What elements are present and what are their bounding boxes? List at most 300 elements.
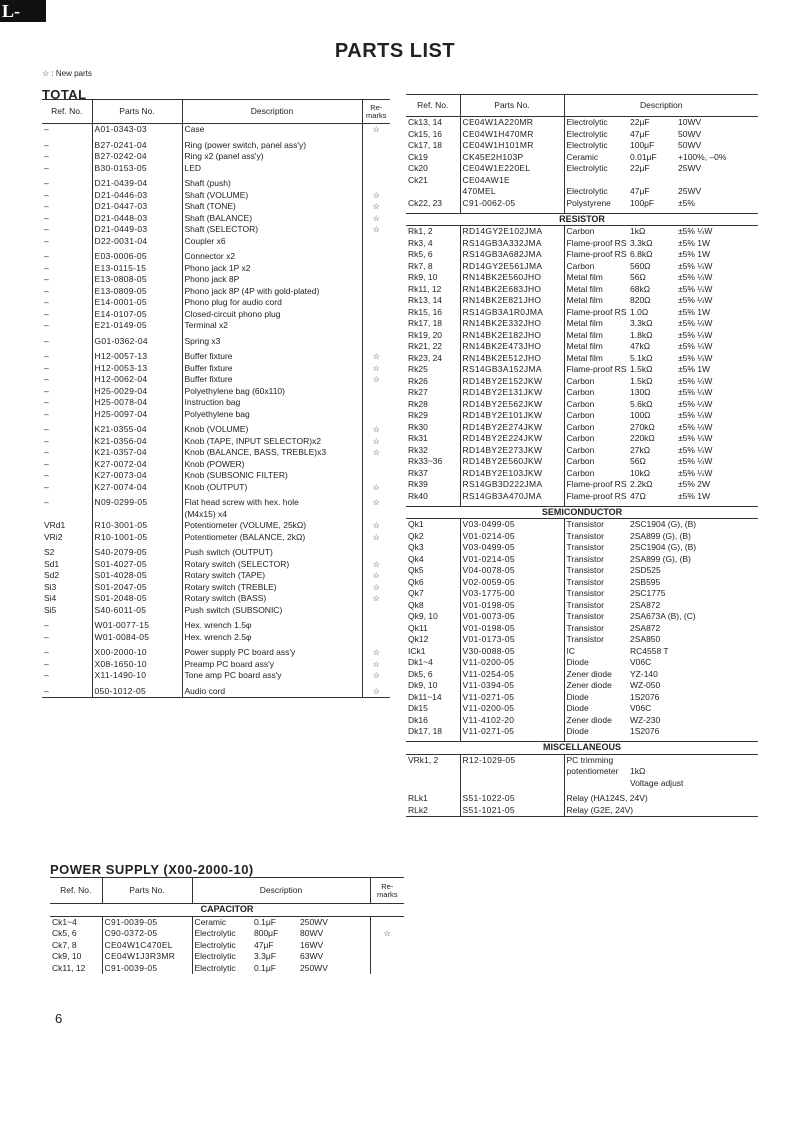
type-cell: Transistor xyxy=(564,554,628,566)
parts-no-cell: RN14BK2E512JHO xyxy=(460,353,564,365)
type-cell: Relay (G2E, 24V) xyxy=(564,805,628,817)
ref-no-cell: Sd2 xyxy=(44,570,60,580)
parts-no-cell: K21-0357-04 xyxy=(92,447,182,459)
table-row xyxy=(42,251,390,263)
table-row xyxy=(406,491,758,503)
parts-no-cell: D21-0448-03 xyxy=(92,213,182,225)
ref-no-cell: Rk37 xyxy=(408,467,428,478)
ref-no-cell: Qk11 xyxy=(408,622,428,633)
table-row xyxy=(406,445,758,457)
ref-no-cell: – xyxy=(44,262,49,273)
table-row xyxy=(406,433,758,445)
rating-cell: ±5% ¼W xyxy=(678,467,713,478)
type-cell: Zener diode xyxy=(564,715,628,727)
ps-col-ref-no: Ref. No. xyxy=(50,878,102,904)
value-cell: V06C xyxy=(630,657,652,667)
parts-no-cell: K21-0355-04 xyxy=(92,424,182,436)
right-table-body xyxy=(406,117,758,818)
description-cell: Power supply PC board ass'y xyxy=(182,647,362,659)
type-cell: Transistor xyxy=(564,600,628,612)
section-title-total: TOTAL xyxy=(42,87,87,102)
type-cell xyxy=(564,175,628,187)
ref-no-cell: – xyxy=(44,274,49,284)
table-bottom-rule xyxy=(42,698,390,699)
value-cell: 560Ω xyxy=(630,260,651,271)
rating-cell: ±5% ¼W xyxy=(678,272,713,282)
table-row xyxy=(42,351,390,363)
table-row xyxy=(42,274,390,286)
table-row xyxy=(42,570,390,582)
type-cell: Flame-proof RS xyxy=(564,364,628,376)
description-cell: Knob (BALANCE, BASS, TREBLE)x3 xyxy=(182,447,362,459)
remarks-cell: ☆ xyxy=(362,593,390,605)
section-heading-row xyxy=(406,213,758,226)
type-cell: Transistor xyxy=(564,623,628,635)
parts-no-cell: E14-0107-05 xyxy=(92,309,182,321)
ref-no-cell: – xyxy=(44,470,49,480)
remarks-cell: ☆ xyxy=(362,570,390,582)
table-row xyxy=(406,117,758,129)
ps-capacitor-heading: CAPACITOR xyxy=(50,904,404,917)
parts-no-cell: V01-0173-05 xyxy=(460,634,564,646)
ref-no-cell: – xyxy=(44,374,49,384)
type-cell: Transistor xyxy=(564,565,628,577)
parts-no-cell: S01-4027-05 xyxy=(92,559,182,571)
ref-no-cell: VRi2 xyxy=(44,531,63,542)
table-row xyxy=(406,715,758,727)
remarks-cell xyxy=(362,620,390,632)
table-bottom-line xyxy=(406,817,758,818)
type-cell: Metal film xyxy=(564,295,628,307)
value-cell: WZ-050 xyxy=(630,680,661,690)
type-cell: Zener diode xyxy=(564,680,628,692)
rating-cell: ±5% ¼W xyxy=(678,433,713,443)
parts-no-cell: X00-2000-10 xyxy=(92,647,182,659)
rating-cell: ±5% ¼W xyxy=(678,226,713,236)
table-row xyxy=(42,409,390,421)
table-row xyxy=(42,520,390,532)
ref-no-cell: – xyxy=(44,408,49,419)
remarks-cell xyxy=(362,151,390,163)
value-cell: 2SA899 (G), (B) xyxy=(630,530,691,541)
table-row xyxy=(50,951,404,963)
value-cell: 1.5kΩ xyxy=(630,364,653,374)
parts-no-cell: V03-0499-05 xyxy=(460,519,564,531)
table-row xyxy=(406,634,758,646)
table-row xyxy=(42,620,390,632)
type-cell: Flame-proof RS xyxy=(564,238,628,250)
ref-no-cell: Ck19 xyxy=(408,151,428,162)
parts-no-cell: W01-0084-05 xyxy=(92,632,182,644)
type-cell: Carbon xyxy=(564,399,628,411)
description-cell: Push switch (OUTPUT) xyxy=(182,547,362,559)
ref-no-cell: Rk31 xyxy=(408,433,428,443)
ref-no-cell xyxy=(406,778,460,790)
ref-no-cell: Qk7 xyxy=(408,588,424,598)
parts-no-cell: D21-0447-03 xyxy=(92,201,182,213)
parts-no-cell: RS14GB3A1R0JMA xyxy=(460,307,564,319)
ref-no-cell: – xyxy=(44,685,49,696)
description-cell: Closed-circuit phono plug xyxy=(182,309,362,321)
table-row xyxy=(42,140,390,152)
type-cell: Carbon xyxy=(564,445,628,457)
rating-cell: 80WV xyxy=(300,928,324,938)
parts-no-cell: RN14BK2E683JHO xyxy=(460,284,564,296)
value-cell: V06C xyxy=(630,703,652,713)
ref-no-cell: Rk32 xyxy=(408,444,428,455)
parts-no-cell: D21-0439-04 xyxy=(92,178,182,190)
parts-no-cell: V11-0254-05 xyxy=(460,669,564,681)
value-cell: Voltage adjust xyxy=(630,777,684,788)
parts-no-cell: CE04AW1E xyxy=(460,175,564,187)
table-row xyxy=(42,201,390,213)
rating-cell: ±5% ¼W xyxy=(678,387,713,397)
value-cell: 1kΩ xyxy=(630,766,646,776)
parts-no-cell: B27-0241-04 xyxy=(92,140,182,152)
table-row xyxy=(42,213,390,225)
description-cell: Polyethylene bag xyxy=(182,409,362,421)
description-cell: Spring x3 xyxy=(182,336,362,348)
parts-no-cell: S40-6011-05 xyxy=(92,605,182,617)
value-cell: 3.3μF xyxy=(254,951,276,961)
parts-no-cell: V11-4102-20 xyxy=(460,715,564,727)
remarks-cell xyxy=(370,940,404,952)
parts-no-cell: C91-0039-05 xyxy=(102,963,192,975)
parts-no-cell: R10-3001-05 xyxy=(92,520,182,532)
table-row xyxy=(42,670,390,682)
parts-no-cell: V01-0198-05 xyxy=(460,623,564,635)
remarks-cell: ☆ xyxy=(362,532,390,544)
parts-no-cell: V11-0200-05 xyxy=(460,657,564,669)
parts-no-cell: D22-0031-04 xyxy=(92,236,182,248)
table-row xyxy=(42,436,390,448)
ref-no-cell: Dk15 xyxy=(408,703,428,713)
table-row xyxy=(406,175,758,187)
description-cell: Connector x2 xyxy=(182,251,362,263)
value-cell: 1S2076 xyxy=(630,691,660,702)
description-cell: Ring x2 (panel ass'y) xyxy=(182,151,362,163)
ref-no-cell: – xyxy=(44,481,49,492)
remarks-cell: ☆ xyxy=(362,659,390,671)
table-row xyxy=(42,559,390,571)
remarks-cell xyxy=(370,963,404,975)
ref-no-cell: Rk33~36 xyxy=(408,456,443,466)
ref-no-cell: – xyxy=(44,235,49,246)
description-cell: Knob (OUTPUT) xyxy=(182,482,362,494)
parts-no-cell: D21-0449-03 xyxy=(92,224,182,236)
ref-no-cell: Si3 xyxy=(44,581,57,592)
parts-no-cell: RD14BY2E152JKW xyxy=(460,376,564,388)
parts-no-cell: S01-2048-05 xyxy=(92,593,182,605)
table-row xyxy=(406,387,758,399)
type-cell: Transistor xyxy=(564,577,628,589)
ref-no-cell: Rk19, 20 xyxy=(408,329,443,340)
parts-no-cell: E13-0115-15 xyxy=(92,263,182,275)
rating-cell: ±5% ¼W xyxy=(678,352,713,363)
description-cell: Knob (VOLUME) xyxy=(182,424,362,436)
ref-no-cell: Rk27 xyxy=(408,387,428,397)
parts-no-cell: W01-0077-15 xyxy=(92,620,182,632)
type-cell: Flame-proof RS xyxy=(564,307,628,319)
parts-no-cell: CE04W1A220MR xyxy=(460,117,564,129)
table-row xyxy=(42,632,390,644)
remarks-cell: ☆ xyxy=(362,363,390,375)
description-cell: Knob (SUBSONIC FILTER) xyxy=(182,470,362,482)
section-title-power-supply: POWER SUPPLY (X00-2000-10) xyxy=(50,862,254,877)
parts-no-cell: K27-0073-04 xyxy=(92,470,182,482)
table-row xyxy=(406,129,758,141)
ref-no-cell: Rk3, 4 xyxy=(408,237,433,248)
ref-no-cell: Rk30 xyxy=(408,421,428,432)
table-row xyxy=(406,238,758,250)
table-row xyxy=(406,152,758,164)
ref-no-cell: – xyxy=(44,620,49,630)
parts-no-cell: RS14GB3A152JMA xyxy=(460,364,564,376)
table-row xyxy=(406,410,758,422)
parts-no-cell: V11-0271-05 xyxy=(460,692,564,704)
parts-no-cell: E21-0149-05 xyxy=(92,320,182,332)
rating-cell: 16WV xyxy=(300,939,324,950)
type-cell: Diode xyxy=(564,726,628,738)
ref-no-cell: Qk1 xyxy=(408,519,424,529)
ref-no-cell: Rk29 xyxy=(408,410,428,420)
type-cell: Transistor xyxy=(564,588,628,600)
table-row xyxy=(406,163,758,175)
type-cell xyxy=(564,778,628,790)
ref-no-cell: Sd1 xyxy=(44,558,60,569)
description-cell: Phono jack 8P (4P with gold-plated) xyxy=(182,286,362,298)
description-cell: LED xyxy=(182,163,362,175)
ref-no-cell: – xyxy=(44,670,49,680)
ref-no-cell: Qk4 xyxy=(408,553,424,564)
ps-col-remarks: Re- marks xyxy=(370,878,404,904)
ref-no-cell: Rk25 xyxy=(408,364,428,374)
ref-no-cell: – xyxy=(44,351,49,361)
parts-no-cell: RN14BK2E332JHO xyxy=(460,318,564,330)
type-cell: Transistor xyxy=(564,634,628,646)
ref-no-cell: Dk17, 18 xyxy=(408,726,443,736)
table-row xyxy=(406,778,758,790)
ref-no-cell: Qk5 xyxy=(408,565,424,575)
right-parts-table xyxy=(406,94,758,817)
ref-no-cell: – xyxy=(44,224,49,234)
parts-no-cell: C90-0372-05 xyxy=(102,928,192,940)
table-row xyxy=(42,593,390,605)
table-row xyxy=(406,793,758,805)
table-row xyxy=(42,532,390,544)
remarks-cell xyxy=(362,509,390,521)
ref-no-cell: – xyxy=(44,385,49,396)
page-title: PARTS LIST xyxy=(334,40,456,62)
value-cell: 5.6kΩ xyxy=(630,398,653,409)
description-cell: Preamp PC board ass'y xyxy=(182,659,362,671)
type-cell: Polystyrene xyxy=(564,198,628,210)
parts-no-cell: K27-0072-04 xyxy=(92,459,182,471)
parts-no-cell: RS14GB3D222JMA xyxy=(460,479,564,491)
table-row xyxy=(406,318,758,330)
type-cell: Flame-proof RS xyxy=(564,249,628,261)
table-bottom-line xyxy=(42,698,390,699)
remarks-cell xyxy=(362,605,390,617)
ref-no-cell: Rk21, 22 xyxy=(408,341,443,351)
description-cell: Shaft (push) xyxy=(182,178,362,190)
resistor-heading: RESISTOR xyxy=(406,213,758,226)
ref-no-cell: – xyxy=(44,297,49,307)
ref-no-cell: Ck9, 10 xyxy=(52,951,82,961)
table-bottom-rule xyxy=(406,817,758,818)
table-row xyxy=(406,284,758,296)
parts-no-cell: V01-0073-05 xyxy=(460,611,564,623)
type-cell: Electrolytic xyxy=(192,951,252,963)
ref-no-cell: RLk1 xyxy=(408,793,428,803)
ref-no-cell: – xyxy=(44,162,49,173)
table-row xyxy=(406,249,758,261)
power-supply-table xyxy=(50,877,404,974)
parts-no-cell: S01-2047-05 xyxy=(92,582,182,594)
type-cell: Metal film xyxy=(564,341,628,353)
description-cell: Knob (TAPE, INPUT SELECTOR)x2 xyxy=(182,436,362,448)
ref-no-cell: – xyxy=(44,178,49,188)
parts-no-cell: V11-0271-05 xyxy=(460,726,564,738)
type-cell: Metal film xyxy=(564,318,628,330)
value-cell xyxy=(628,805,758,817)
remarks-cell: ☆ xyxy=(362,647,390,659)
description-cell: Instruction bag xyxy=(182,397,362,409)
parts-no-cell: CE04W1H101MR xyxy=(460,140,564,152)
parts-no-cell: V11-0200-05 xyxy=(460,703,564,715)
parts-no-cell: RS14GB3A332JMA xyxy=(460,238,564,250)
remarks-cell: ☆ xyxy=(362,447,390,459)
remarks-cell xyxy=(362,409,390,421)
parts-no-cell: RD14BY2E103JKW xyxy=(460,468,564,480)
table-row xyxy=(406,611,758,623)
parts-no-cell: B27-0242-04 xyxy=(92,151,182,163)
value-cell: 5.1kΩ xyxy=(630,352,653,363)
remarks-cell xyxy=(362,336,390,348)
col-remarks: Re- marks xyxy=(362,100,390,124)
value-cell: 3.3kΩ xyxy=(630,237,653,248)
remarks-cell xyxy=(362,386,390,398)
description-cell: Rotary switch (BASS) xyxy=(182,593,362,605)
parts-no-cell: E03-0006-05 xyxy=(92,251,182,263)
ref-no-cell: – xyxy=(44,251,49,261)
description-cell: Terminal x2 xyxy=(182,320,362,332)
type-cell: Carbon xyxy=(564,410,628,422)
rating-cell: 25WV xyxy=(678,186,702,196)
total-table-body xyxy=(42,124,390,699)
parts-no-cell: RN14BK2E473JHO xyxy=(460,341,564,353)
table-row xyxy=(406,805,758,817)
value-cell: 1.8kΩ xyxy=(630,329,653,340)
ref-no-cell: Rk5, 6 xyxy=(408,249,433,259)
description-cell: Buffer fixture xyxy=(182,374,362,386)
table-row xyxy=(50,928,404,940)
table-row xyxy=(42,163,390,175)
rating-cell: 50WV xyxy=(678,140,702,150)
value-cell: 2SA673A (B), (C) xyxy=(630,611,696,621)
value-cell: 10kΩ xyxy=(630,467,651,478)
value-cell: WZ-230 xyxy=(630,714,661,725)
value-cell: RC4558 T xyxy=(630,645,669,656)
type-cell: Flame-proof RS xyxy=(564,479,628,491)
ref-no-cell: Si4 xyxy=(44,593,57,603)
remarks-cell: ☆ xyxy=(362,497,390,509)
table-row xyxy=(42,459,390,471)
type-cell: Metal film xyxy=(564,284,628,296)
remarks-cell: ☆ xyxy=(362,213,390,225)
ref-no-cell: – xyxy=(44,497,49,507)
type-cell: Electrolytic xyxy=(564,140,628,152)
table-row xyxy=(42,424,390,436)
value-cell: 2.2kΩ xyxy=(630,479,653,489)
value-cell: 1kΩ xyxy=(630,226,646,236)
ref-no-cell: – xyxy=(44,335,49,346)
table-row xyxy=(42,397,390,409)
value-cell: 100μF xyxy=(630,140,655,150)
description-cell: Rotary switch (SELECTOR) xyxy=(182,559,362,571)
remarks-cell xyxy=(362,309,390,321)
value-cell xyxy=(628,754,758,766)
type-cell: Carbon xyxy=(564,433,628,445)
table-row xyxy=(406,646,758,658)
rating-cell: 250WV xyxy=(300,916,328,927)
rating-cell: ±5% xyxy=(678,197,695,208)
remarks-cell xyxy=(370,916,404,928)
ref-no-cell: Rk23, 24 xyxy=(408,352,443,363)
table-row xyxy=(406,186,758,198)
description-cell: (M4x15) x4 xyxy=(182,509,362,521)
description-cell: Shaft (TONE) xyxy=(182,201,362,213)
rating-cell: ±5% ¼W xyxy=(678,260,713,271)
type-cell: Electrolytic xyxy=(192,928,252,940)
table-row xyxy=(42,151,390,163)
value-cell: 220kΩ xyxy=(630,433,655,443)
ref-no-cell: Si5 xyxy=(44,604,57,615)
ref-no-cell: VRd1 xyxy=(44,520,66,530)
table-row xyxy=(42,470,390,482)
value-cell: 0.01μF xyxy=(630,151,657,162)
parts-no-cell: H12-0057-13 xyxy=(92,351,182,363)
table-row xyxy=(42,190,390,202)
ref-no-cell: – xyxy=(44,458,49,469)
parts-no-cell: D21-0446-03 xyxy=(92,190,182,202)
semiconductor-heading: SEMICONDUCTOR xyxy=(406,506,758,519)
ref-no-cell: Dk11~14 xyxy=(408,691,442,702)
ref-no-cell: Rk17, 18 xyxy=(408,318,443,328)
table-row xyxy=(42,363,390,375)
value-cell: 0.1μF xyxy=(254,962,276,973)
ref-no-cell: Rk11, 12 xyxy=(408,283,442,294)
rating-cell xyxy=(676,175,758,187)
table-row xyxy=(406,703,758,715)
table-row xyxy=(406,531,758,543)
value-cell: 1.5kΩ xyxy=(630,375,653,386)
table-row xyxy=(406,353,758,365)
remarks-cell xyxy=(362,547,390,559)
ref-no-cell: – xyxy=(44,447,49,457)
table-row xyxy=(42,447,390,459)
remarks-cell xyxy=(362,286,390,298)
parts-no-cell: 050-1012-05 xyxy=(92,686,182,698)
table-row xyxy=(406,519,758,531)
parts-no-cell: RD14GY2E561JMA xyxy=(460,261,564,273)
ref-no-cell xyxy=(42,509,92,521)
value-cell: 2SB595 xyxy=(630,576,661,587)
table-row xyxy=(42,124,390,136)
description-cell: Shaft (BALANCE) xyxy=(182,213,362,225)
rating-cell: ±5% ¼W xyxy=(678,398,713,409)
table-row xyxy=(42,509,390,521)
